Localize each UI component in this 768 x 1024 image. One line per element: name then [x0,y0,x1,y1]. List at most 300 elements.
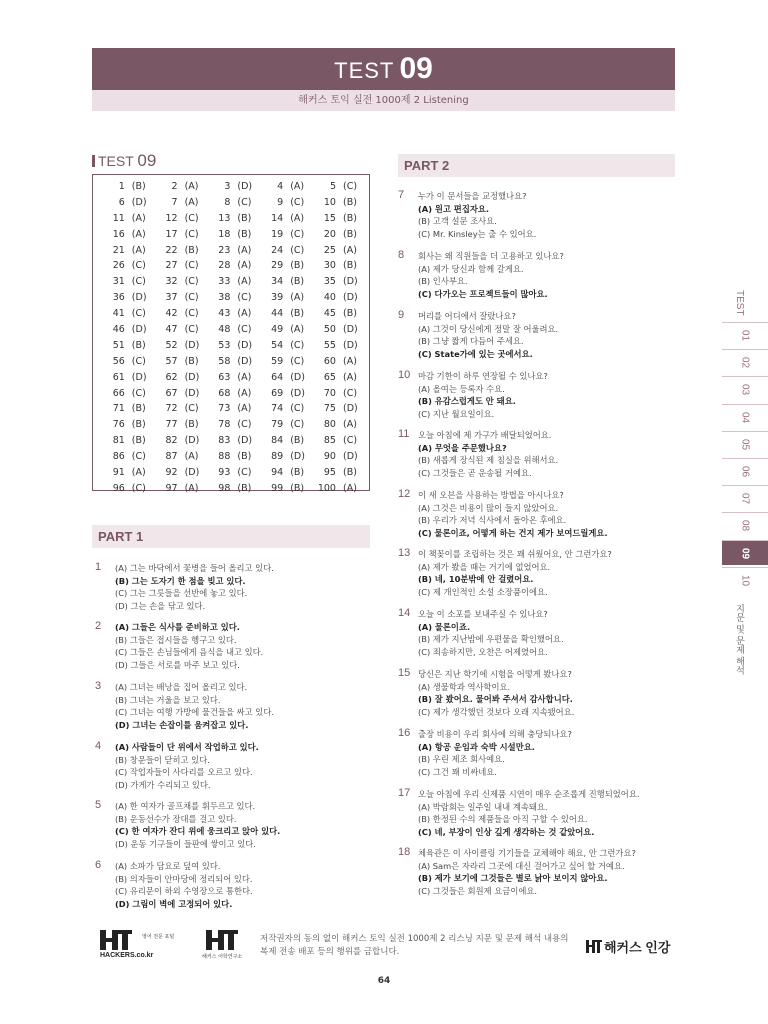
question-number: 49 [271,324,284,336]
question-number: 17 [398,787,411,799]
question-block [398,310,558,360]
answer-cell [310,467,363,483]
question-lines [398,250,564,300]
answer-cell [257,356,310,372]
answer-cell [99,483,152,499]
question-lines [398,847,636,897]
question-line: (C) 그것들은 회원제 요금이에요. [418,885,537,896]
question-number: 60 [323,355,336,367]
question-block [95,860,253,910]
copyright-line-1: 저작권자의 동의 없이 해커스 토익 실전 1000제 2 리스닝 지문 및 문제 해석 내용의 [260,934,569,944]
answer-choice: (A) [342,244,357,256]
question-number: 3 [224,181,231,192]
question-number: 38 [218,292,231,304]
answer-cell [152,419,205,435]
answer-choice: (D) [184,467,200,479]
question-block [398,728,572,778]
answer-cell [257,340,310,356]
question-number: 18 [398,846,411,858]
answer-cell [257,324,310,340]
answer-cell [205,245,258,261]
question-line: (A) 그녀는 배낭을 집어 올리고 있다. [115,682,248,692]
question-line: (B) 창문들이 닫히고 있다. [115,754,210,765]
question-block [398,608,564,658]
question-lines [398,548,612,598]
answer-cell [152,276,205,292]
answer-cell [152,260,205,276]
question-number: 67 [165,387,178,399]
correct-answer-line: (B) 그는 도자기 한 점을 빚고 있다. [115,575,246,586]
question-number: 7 [171,196,178,208]
answer-choice: (A) [184,451,199,463]
answer-row [99,451,363,467]
question-line: (A) 올여는 등록자 수요. [418,383,505,394]
answer-choice: (A) [237,308,252,320]
question-line: (C) 그들은 손님들에게 음식을 내고 있다. [115,647,264,657]
question-block [398,429,558,479]
question-line: 이 책꽂이를 조립하는 것은 꽤 쉬웠어요, 안 그런가요? [418,549,612,559]
answer-choice: (B) [290,482,305,494]
answer-cell [152,292,205,308]
answer-choice: (A) [237,387,252,399]
question-number: 59 [271,355,284,367]
lecture-logo-icon [586,940,602,955]
question-number: 6 [118,196,125,208]
question-number: 5 [329,181,336,192]
answer-cell [99,308,152,324]
question-line: (D) 그는 손을 닦고 있다. [115,600,206,611]
question-number: 74 [271,403,284,415]
answer-choice: (B) [237,212,252,224]
answer-cell [257,388,310,404]
answer-cell [152,340,205,356]
answer-choice: (B) [131,435,146,447]
question-line: (B) 인사부요. [418,276,468,286]
answer-choice: (D) [184,371,200,383]
answer-choice: (A) [342,371,357,383]
question-lines [398,668,574,718]
hackers-logo [98,928,198,958]
answer-choice: (B) [184,355,199,367]
answer-cell [310,276,363,292]
answer-cell [99,292,152,308]
question-line: (C) 그는 그릇들을 선반에 놓고 있다. [115,588,248,598]
answer-cell [257,308,310,324]
answer-choice: (D) [237,181,253,192]
question-number: 33 [218,276,231,288]
answer-cell [99,260,152,276]
answer-cell [257,197,310,213]
question-number: 69 [271,387,284,399]
answer-choice: (A) [237,276,252,288]
answer-cell [257,181,310,197]
question-line: (C) 작업자들이 사다리를 오르고 있다. [115,767,253,777]
question-number: 29 [271,260,284,272]
answer-cell [310,292,363,308]
answer-choice: (B) [131,403,146,415]
answer-row [99,229,363,245]
answer-choice: (C) [290,244,305,256]
question-line: (C) Mr. Kinsley는 출 수 있어요. [418,228,537,239]
question-number: 13 [398,547,411,559]
side-tab-label: 07 [739,493,751,505]
correct-answer-line: (C) State가에 있는 곳에서요. [418,348,533,359]
question-number: 4 [95,740,102,752]
question-line: (C) 그건 꽤 비싸네요. [418,766,497,777]
answer-cell [310,435,363,451]
answer-cell [99,181,152,197]
answer-cell [99,403,152,419]
question-number: 88 [218,451,231,463]
answer-cell [257,245,310,261]
answer-cell [205,340,258,356]
answer-choice: (D) [131,196,147,208]
answer-cell [152,435,205,451]
answer-cell [310,403,363,419]
question-number: 54 [271,339,284,351]
answer-cell [99,340,152,356]
correct-answer-line: (A) 물론이죠. [418,621,471,632]
question-number: 68 [218,387,231,399]
answer-choice: (B) [131,339,146,351]
answer-choice: (A) [131,228,146,240]
question-number: 16 [398,727,411,739]
question-number: 15 [398,667,411,679]
question-number: 62 [165,371,178,383]
correct-answer-line: (B) 잘 봤어요. 물어봐 주셔서 감사합니다. [418,694,573,704]
answer-choice: (A) [290,324,305,336]
answer-choice: (C) [290,339,305,351]
question-line: 체육관은 이 사이클링 기기들을 교체해야 해요, 안 그런가요? [418,848,636,858]
question-block [398,668,574,718]
question-line: 오늘 아침에 제 가구가 배달되었어요. [418,430,552,440]
answer-cell [152,356,205,372]
answer-choice: (C) [184,260,199,272]
question-line: 누가 이 문서들을 교정했나요? [418,191,527,201]
answer-choice: (C) [237,292,252,304]
answer-cell [257,467,310,483]
correct-answer-line: (C) 다가오는 프로젝트들이 많아요. [418,288,548,299]
question-number: 4 [277,181,284,192]
side-tab-04[interactable] [722,405,768,429]
answer-cell [99,435,152,451]
answer-choice: (A) [237,244,252,256]
answer-choice: (D) [342,292,358,304]
answer-cell [205,435,258,451]
answer-choice: (C) [131,387,146,399]
correct-answer-line: (A) 무엇을 주문했나요? [418,442,507,453]
answer-cell [257,229,310,245]
question-number: 96 [112,482,125,494]
answer-choice: (B) [131,419,146,431]
question-number: 80 [323,419,336,431]
answer-choice: (D) [342,403,358,415]
answer-choice: (D) [131,292,147,304]
side-tab-label: 08 [739,520,751,532]
side-tab-03[interactable] [722,378,768,402]
question-lines [95,741,259,791]
answer-cell [99,276,152,292]
question-number: 50 [323,324,336,336]
answer-choice: (A) [290,292,305,304]
question-number: 84 [271,435,284,447]
answer-choice: (C) [290,196,305,208]
question-line: (C) 죄송하지만, 오찬은 어제였어요. [418,646,548,657]
question-lines [95,621,263,671]
question-block [398,370,548,420]
correct-answer-line: (C) 네, 부장이 인상 깊게 생각하는 것 같았어요. [418,826,595,837]
answer-cell [205,181,258,197]
side-tab-01[interactable] [722,324,768,348]
answer-choice: (C) [131,308,146,320]
question-line: (D) 운동 기구들이 들판에 쌓이고 있다. [115,838,256,849]
answer-row [99,435,363,451]
question-number: 44 [271,308,284,320]
answer-cell [310,483,363,499]
side-tab-10[interactable] [722,568,768,592]
answer-choice: (C) [342,387,358,399]
answer-cell [257,435,310,451]
side-tab-label: 04 [739,411,751,423]
title-test: TEST [334,58,395,83]
side-tab-07[interactable] [722,487,768,511]
answer-choice: (A) [237,403,252,415]
answer-cell [152,308,205,324]
answer-choice: (D) [184,435,200,447]
answer-choice: (A) [184,181,199,192]
answer-cell [152,181,205,197]
question-block [95,562,274,612]
answer-choice: (A) [237,371,252,383]
question-number: 7 [398,189,405,201]
question-lines [398,608,564,658]
question-number: 94 [271,467,284,479]
side-tab-02[interactable] [722,351,768,375]
answer-choice: (D) [237,355,253,367]
question-number: 1 [95,561,102,573]
answer-choice: (A) [131,212,146,224]
answer-cell [152,483,205,499]
answer-cell [152,388,205,404]
question-number: 76 [112,419,125,431]
question-line: (B) 그들은 접시들을 헹구고 있다. [115,634,237,645]
question-number: 95 [323,467,336,479]
answer-cell [310,340,363,356]
question-number: 3 [95,680,102,692]
question-number: 90 [323,451,336,463]
question-line: (A) Sam은 자라리 그곳에 대신 걸어가고 싶어 할 거예요. [418,860,625,871]
answer-cell [152,324,205,340]
answer-cell [205,229,258,245]
answer-cell [99,372,152,388]
answer-row [99,372,363,388]
question-number: 70 [323,387,336,399]
side-footer-label [734,604,747,679]
answer-row [99,324,363,340]
answer-cell [310,229,363,245]
answer-cell [152,197,205,213]
answer-choice: (C) [131,355,146,367]
side-tab-label: 06 [739,465,751,478]
question-number: 14 [271,212,284,224]
page-subtitle: 해커스 토익 실전 1000제 2 Listening [92,90,675,111]
title-number: 09 [399,52,433,85]
answer-cell [310,245,363,261]
side-test-text: TEST [734,290,745,316]
question-number: 9 [277,196,284,208]
answer-choice: (C) [184,276,199,288]
question-number: 2 [171,181,178,192]
question-number: 11 [398,428,410,440]
question-lines [398,190,536,240]
page-number: 64 [377,976,391,986]
answer-choice: (D) [131,371,147,383]
question-number: 41 [112,308,125,320]
question-number: 82 [165,435,178,447]
answer-choice: (C) [342,181,358,192]
question-number: 6 [95,859,102,871]
answer-choice: (D) [342,339,358,351]
question-number: 10 [398,369,411,381]
question-number: 93 [218,467,231,479]
copyright-line-2: 복제 전송 배포 등의 행위를 금합니다. [260,947,400,957]
question-number: 47 [165,324,178,336]
question-line: 오늘 이 소포를 보내주실 수 있나요? [418,609,548,619]
answer-row [99,276,363,292]
answer-choice: (C) [237,196,252,208]
answer-cell [205,197,258,213]
answer-cell [152,229,205,245]
question-number: 22 [165,244,178,256]
side-tab-09[interactable] [722,541,768,565]
answer-cell [205,467,258,483]
answer-cell [99,467,152,483]
question-lines [398,489,608,539]
question-number: 37 [165,292,178,304]
question-block [398,190,536,240]
answer-choice: (D) [184,387,200,399]
question-line: (A) 소파가 담요로 덮여 있다. [115,861,221,871]
answer-cell [99,324,152,340]
correct-answer-line: (D) 그림이 벽에 고정되어 있다. [115,898,233,909]
side-tab-06[interactable] [722,460,768,484]
answer-choice: (B) [342,260,357,272]
question-number: 61 [112,371,125,383]
answer-choice: (B) [184,419,199,431]
question-number: 79 [271,419,284,431]
question-line: (B) 운동선수가 장대를 걸고 있다. [115,813,237,824]
answer-choice: (C) [342,435,358,447]
question-line: (A) 제가 봤을 때는 거기에 없었어요. [418,561,551,572]
question-number: 46 [112,324,125,336]
answer-cell [310,324,363,340]
answer-choice: (A) [342,419,357,431]
question-line: (C) 제가 생각했던 것보다 오래 지속됐어요. [418,706,575,717]
answer-row [99,260,363,276]
answer-cell [99,451,152,467]
question-number: 16 [112,228,125,240]
question-line: (C) 유리문이 하외 수영장으로 통한다. [115,886,253,896]
answer-cell [99,356,152,372]
answer-cell [205,388,258,404]
answer-row [99,467,363,483]
answer-cell [205,292,258,308]
page-header [92,48,675,90]
answer-cell [257,451,310,467]
answer-cell [99,213,152,229]
answer-row [99,340,363,356]
question-block [398,250,564,300]
question-number: 12 [165,212,178,224]
question-number: 31 [112,276,125,288]
answer-cell [310,356,363,372]
correct-answer-line: (A) 그들은 식사를 준비하고 있다. [115,622,240,632]
answer-choice: (D) [342,324,358,336]
question-line: (C) 제 개인적인 소설 소장품이에요. [418,586,548,597]
answer-choice: (B) [342,308,357,320]
answer-key-test: TEST [98,153,134,169]
answer-cell [257,260,310,276]
correct-answer-line: (B) 유감스럽게도 안 돼요. [418,396,516,406]
answer-choice: (C) [184,292,199,304]
question-lines [398,370,548,420]
answer-choice: (B) [237,482,252,494]
question-number: 18 [218,228,231,240]
answer-cell [152,403,205,419]
correct-answer-line: (A) 항공 운임과 숙박 시설만요. [418,741,535,752]
question-line: (A) 생물학과 역사학이요. [418,681,511,692]
question-number: 77 [165,419,178,431]
question-number: 89 [271,451,284,463]
question-number: 66 [112,387,125,399]
answer-choice: (B) [290,435,305,447]
answer-cell [310,260,363,276]
side-tab-08[interactable] [722,514,768,538]
answer-choice: (A) [290,212,305,224]
answer-cell [99,388,152,404]
question-line: (B) 한정된 수의 제품들을 아직 구할 수 있어요. [418,814,588,824]
answer-cell [152,467,205,483]
answer-choice: (B) [290,276,305,288]
answer-choice: (A) [290,181,305,192]
answer-choice: (C) [290,403,305,415]
question-number: 56 [112,355,125,367]
side-tab-05[interactable] [722,432,768,456]
question-line: (A) 그는 바닥에서 꽃병을 들어 올리고 있다. [115,563,274,573]
hackers-logo-small: 영어 전문 포털 [142,934,175,940]
question-number: 57 [165,355,178,367]
answer-cell [310,213,363,229]
answer-cell [257,276,310,292]
question-line: (B) 그녀는 거울을 보고 있다. [115,694,221,705]
answer-choice: (D) [131,324,147,336]
question-line: (A) 그것은 비용이 많이 들지 않았어요. [418,502,559,513]
question-number: 13 [218,212,231,224]
answer-row [99,292,363,308]
question-number: 98 [218,482,231,494]
answer-key-number: 09 [137,151,157,170]
answer-choice: (C) [290,419,305,431]
answer-choice: (B) [290,260,305,272]
answer-row [99,308,363,324]
side-test-label [734,290,748,320]
question-line: 머리를 어디에서 잘랐나요? [418,311,516,321]
answer-cell [205,356,258,372]
academy-logo [200,928,250,960]
answer-choice: (B) [290,467,305,479]
question-number: 8 [398,249,405,261]
answer-choice: (C) [131,276,146,288]
